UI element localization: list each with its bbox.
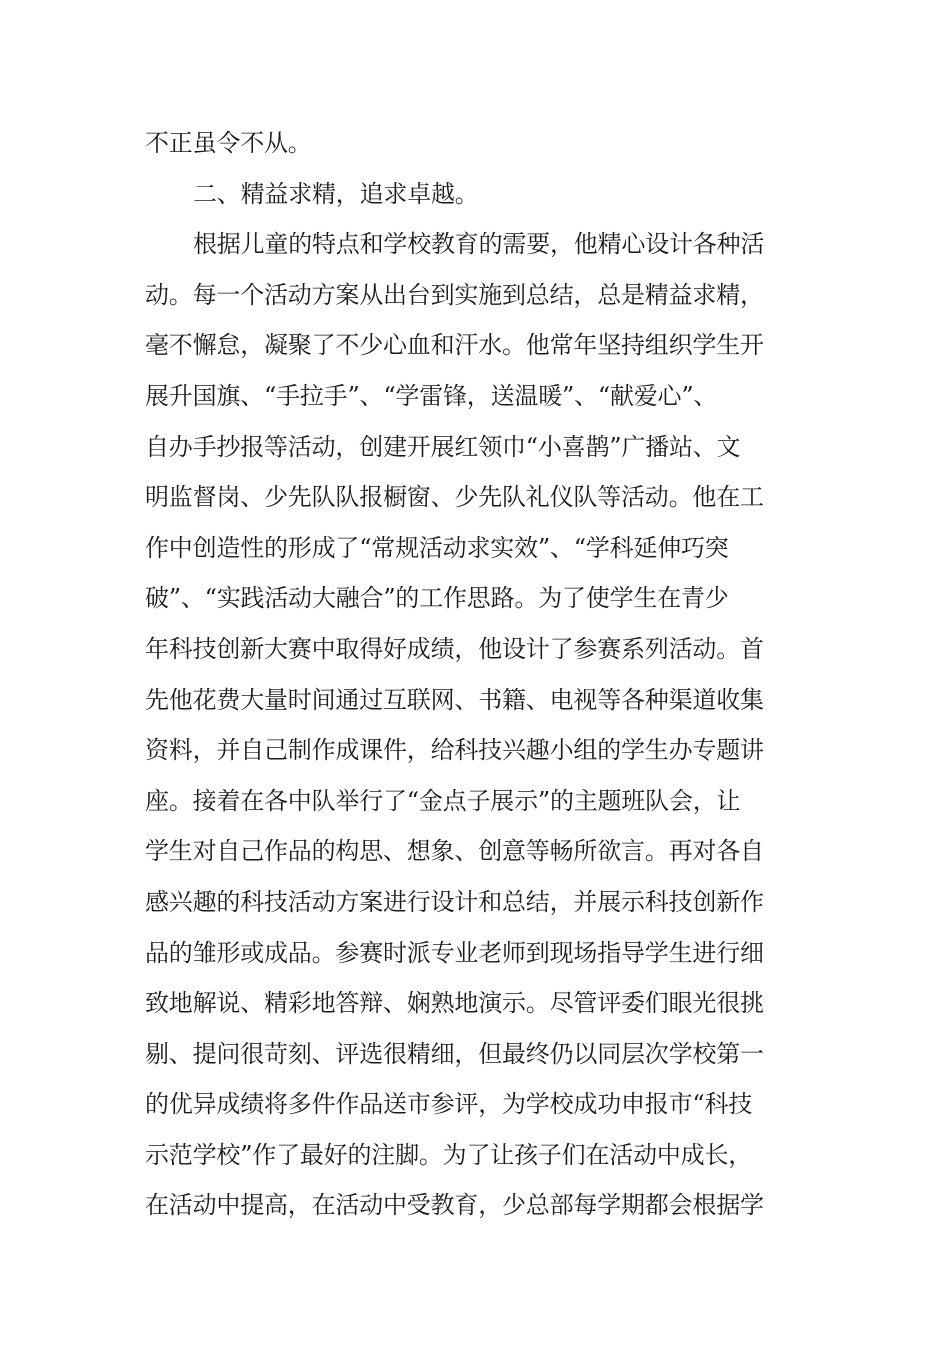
text-line: 年科技创新大赛中取得好成绩，他设计了参赛系列活动。首 [145,634,764,663]
text-line: 品的雏形或成品。参赛时派专业老师到现场指导学生进行细 [145,938,764,967]
text-line: 感兴趣的科技活动方案进行设计和总结，并展示科技创新作 [145,887,764,916]
text-line: 不正虽令不从。 [145,129,312,157]
text-line: 的优异成绩将多件作品送市参评，为学校成功申报市“科技 [145,1090,753,1119]
text-line: 在活动中提高，在活动中受教育，少总部每学期都会根据学 [145,1191,764,1220]
text-line: 示范学校”作了最好的注脚。为了让孩子们在活动中成长， [145,1140,753,1169]
text-line: 明监督岗、少先队队报橱窗、少先队礼仪队等活动。他在工 [145,483,764,512]
section-heading: 二、精益求精，追求卓越。 [193,179,479,208]
text-line: 资料，并自己制作成课件，给科技兴趣小组的学生办专题讲 [145,736,764,765]
text-line: 自办手抄报等活动，创建开展红领巾“小喜鹊”广播站、文 [145,432,741,461]
text-line: 座。接着在各中队举行了“金点子展示”的主题班队会，让 [145,786,741,815]
text-line: 根据儿童的特点和学校教育的需要，他精心设计各种活 [193,230,765,259]
text-line: 致地解说、精彩地答辩、娴熟地演示。尽管评委们眼光很挑 [145,989,764,1018]
text-line: 动。每一个活动方案从出台到实施到总结，总是精益求精， [145,280,764,309]
body-text [145,118,765,1231]
text-line: 剔、提问很苛刻、评选很精细，但最终仍以同层次学校第一 [145,1039,764,1068]
text-line: 作中创造性的形成了“常规活动求实效”、“学科延伸巧突 [145,533,729,562]
text-line: 学生对自己作品的构思、想象、创意等畅所欲言。再对各自 [145,837,764,866]
text-line: 展升国旗、“手拉手”、“学雷锋，送温暖”、“献爱心”、 [145,381,718,410]
text-line: 毫不懈怠，凝聚了不少心血和汗水。他常年坚持组织学生开 [145,331,764,360]
text-line: 先他花费大量时间通过互联网、书籍、电视等各种渠道收集 [145,685,764,714]
text-line: 破”、“实践活动大融合”的工作思路。为了使学生在青少 [145,584,729,613]
